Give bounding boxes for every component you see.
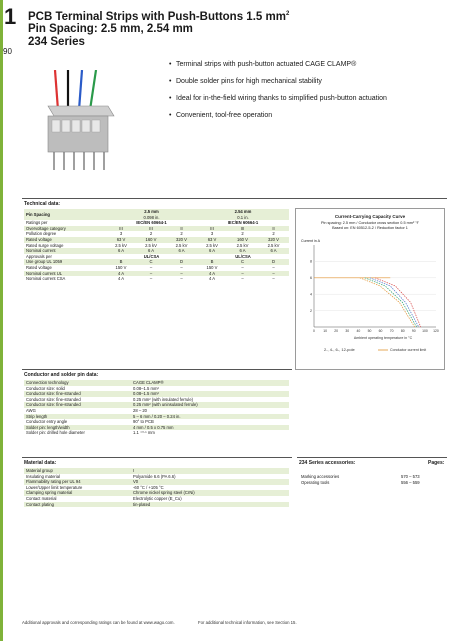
table-cell: 2 [180, 231, 183, 237]
chart-y-tick-label: 2 [310, 308, 312, 313]
table-cell: Conductor size: fine-stranded [26, 396, 81, 402]
table-cell: Rated surge voltage [26, 242, 64, 248]
table-cell: AWG [26, 407, 36, 413]
table-cell: II [258, 226, 289, 232]
table-cell: II [166, 226, 197, 232]
table-cell: – [258, 271, 289, 277]
table-cell: 150 V [115, 264, 127, 270]
table-cell: Strip length [24, 414, 131, 420]
feature-item: • Terminal strips with push-button actuated CAGE CLAMP® [169, 60, 449, 70]
page-tab [0, 0, 21, 60]
table-cell: – [272, 276, 275, 282]
title-line-1-sup: 2 [285, 11, 290, 17]
pages-heading: Pages: [428, 460, 445, 466]
chart-x-tick-label: 0 [313, 329, 315, 333]
table-cell: Conductor size: fine-stranded [24, 391, 131, 397]
table-cell: 6 A [166, 248, 197, 254]
table-cell: 320 V [258, 237, 289, 243]
table-cell: 0.08–1.5 mm² [131, 391, 289, 397]
table-cell: – [227, 271, 258, 277]
table-cell: 160 V [227, 237, 258, 243]
table-cell: tin-plated [131, 502, 289, 508]
chart-y-tick-label: 8 [310, 259, 312, 264]
chart-plot [296, 209, 444, 369]
table-cell: – [166, 271, 197, 277]
table-cell: 90° to PCB [133, 419, 154, 425]
table-cell: – [149, 276, 153, 282]
table-cell: III [106, 226, 136, 232]
table-cell: B [197, 259, 227, 265]
table-cell: 0.25 mm² (with insulated ferrule) [133, 396, 194, 402]
table-cell: CAGE CLAMP® [131, 380, 289, 386]
table-cell: 556 – 559 [401, 479, 420, 485]
chart-x-tick-label: 120 [433, 329, 439, 333]
chart-series-line [375, 278, 421, 327]
table-cell: Ratings per [26, 220, 48, 226]
table-cell: Conductor size: solid [26, 385, 65, 391]
table-cell: 2 [272, 231, 275, 237]
table-cell: – [136, 271, 166, 277]
table-cell: – [241, 264, 244, 270]
table-cell: D [166, 259, 197, 265]
chart-y-tick-label: 4 [310, 292, 312, 297]
divider [22, 369, 292, 370]
table-cell: Rated voltage [24, 237, 106, 243]
title-line-2: Pin Spacing: 2.5 mm, 2.54 mm [28, 23, 193, 36]
table-cell: Connection technology [24, 380, 131, 386]
table-cell: 160 V [136, 237, 166, 243]
chart-x-tick-label: 10 [323, 329, 327, 333]
table-cell: 4 A [106, 271, 136, 277]
table-cell: 63 V [197, 237, 227, 243]
footer-technical-note: For additional technical information, see Section 15. [198, 620, 297, 625]
table-cell: 2.5 kV [267, 242, 280, 248]
table-cell: – [180, 264, 183, 270]
chart-series-line [360, 278, 415, 327]
page-edge-bar [0, 0, 3, 641]
table-cell: 6 A [106, 248, 136, 254]
feature-item: • Ideal for in-the-field wiring thanks to simplified push-button actuation [169, 94, 449, 104]
table-cell: IEC/EN 60664-1 [136, 220, 167, 226]
table-cell: III [227, 226, 258, 232]
table-cell: 4 A [117, 276, 125, 282]
group-2-inches: 0.1 in. [197, 215, 289, 221]
table-cell: Chrome nickel spring steel (CrNi) [131, 490, 289, 496]
chart-x-tick-label: 20 [334, 329, 339, 333]
title-line-3: 234 Series [28, 35, 85, 48]
table-cell: 320 V [166, 237, 197, 243]
table-cell: Nominal current CSA [26, 276, 66, 282]
table-cell: Electrolytic copper (E_Cu) [133, 495, 182, 501]
terminal-strip-image [30, 70, 130, 175]
table-cell: 63 V [106, 237, 136, 243]
table-cell: 2.5 kV [175, 242, 188, 248]
table-cell: 4 mm / 0.5 x 0.75 mm [131, 425, 289, 431]
table-cell: 3 [119, 231, 123, 237]
wires [55, 70, 96, 110]
table-cell: III [136, 226, 166, 232]
chart-subtitle-2: Based on: EN 60512-5-2 / Reduction factor 1 [332, 226, 408, 230]
table-cell: Conductor size: fine-stranded [24, 402, 131, 408]
table-cell: 0.08–1.5 mm² [133, 385, 159, 391]
group-2-spacing: 2.54 mm [197, 209, 289, 215]
chart-x-tick-label: 40 [356, 329, 361, 333]
table-cell: IEC/EN 60664-1 [227, 220, 259, 226]
table-cell: UL/CSA [143, 253, 160, 259]
table-cell: – [149, 264, 153, 270]
accessories-table [299, 474, 445, 485]
table-cell: 2 [149, 231, 153, 237]
table-cell: 6 A [136, 248, 166, 254]
table-cell: Flammability rating per UL 94 [24, 479, 131, 485]
technical-table [24, 209, 289, 282]
table-cell: V0 [131, 479, 289, 485]
table-cell: Conductor entry angle [26, 419, 68, 425]
chart-legend-limit: Conductor current limit [390, 348, 427, 353]
table-cell: Solder pin: drilled hole diameter [26, 430, 85, 436]
chart-title: Current-Carrying Capacity Curve [334, 214, 406, 219]
table-cell: Use group UL 1059 [24, 259, 106, 265]
chart-legend-poles: 2-, 4-, 6-, 12-pole [324, 347, 355, 352]
table-cell: Approvals per [26, 253, 52, 259]
material-table [24, 468, 289, 507]
table-cell: 2.5 kV [236, 242, 249, 248]
accessories-heading: 234 Series accessories: [299, 460, 356, 466]
table-cell: – [180, 276, 183, 282]
chart-x-tick-label: 80 [400, 329, 405, 333]
page-number: 90 [3, 47, 12, 56]
chart-series-line [365, 278, 417, 327]
table-cell: Marking accessories [301, 474, 340, 479]
table-cell: UL/CSA [235, 253, 251, 259]
table-cell: 6 A [197, 248, 227, 254]
table-cell: 3 [210, 231, 214, 237]
table-cell: C [227, 259, 258, 265]
table-cell: – [241, 276, 244, 282]
material-heading: Material data: [24, 460, 57, 466]
table-cell: 2.5 kV [115, 242, 127, 248]
chapter-number: 1 [4, 4, 17, 29]
table-cell: Insulating material [26, 473, 60, 479]
table-cell: III [197, 226, 227, 232]
pin-spacing-label: Pin Spacing [24, 209, 106, 220]
chart-x-tick-label: 50 [367, 329, 372, 333]
feature-item: • Double solder pins for high mechanical stability [169, 77, 449, 87]
table-cell: 2.5 kV [206, 242, 218, 248]
table-cell: Nominal current UL [24, 271, 106, 277]
table-cell: Clamping spring material [24, 490, 131, 496]
table-cell: Pollution degree [26, 231, 57, 237]
conductor-heading: Conductor and solder pin data: [24, 372, 99, 378]
table-cell: 5 – 6 mm / 0.20 – 0.24 in. [131, 414, 289, 420]
feature-list [169, 60, 449, 128]
conductor-table [24, 380, 289, 436]
table-cell: 150 V [206, 264, 218, 270]
table-cell: – [272, 264, 275, 270]
table-cell: I [131, 468, 289, 474]
feature-item: • Convenient, tool-free operation [169, 111, 449, 121]
table-cell: C [136, 259, 166, 265]
current-capacity-chart [295, 208, 445, 370]
table-cell: 2 [241, 231, 244, 237]
table-cell: Contact material [26, 495, 57, 501]
table-cell: 4 A [208, 276, 216, 282]
chart-x-tick-label: 60 [378, 329, 383, 333]
chart-subtitle-1: Pin spacing: 2.5 mm / Conductor cross section 0.5 mm² "f" [320, 221, 420, 225]
table-cell: D [258, 259, 289, 265]
divider [22, 457, 292, 458]
table-cell: 2.5 kV [145, 242, 157, 248]
title-line-1: PCB Terminal Strips with Push-Buttons 1.5 mm [28, 10, 286, 23]
table-cell: Overvoltage category [24, 226, 106, 232]
table-cell: 4 A [197, 271, 227, 277]
table-cell: 6 A [227, 248, 258, 254]
table-row [24, 502, 289, 508]
chart-y-tick-label: 6 [310, 276, 312, 280]
table-cell: Lower/Upper limit temperature [26, 484, 83, 490]
page-title [28, 8, 289, 48]
table-cell: Contact plating [24, 502, 131, 508]
chart-x-tick-label: 90 [411, 329, 416, 333]
chart-ylabel: Current in A [301, 239, 320, 243]
table-cell: B [106, 259, 136, 265]
technical-heading: Technical data: [24, 201, 61, 207]
table-row [24, 276, 289, 282]
table-cell: 6 A [258, 248, 289, 254]
footer-approvals-note: Additional approvals and corresponding ratings can be found at www.wago.com. [22, 620, 175, 625]
divider [22, 198, 447, 199]
table-cell: Polyamide 6.6 (PA 6.6) [133, 473, 176, 479]
table-cell: -60 °C / +105 °C [133, 484, 164, 490]
group-1-inches: 0.098 in. [106, 215, 197, 221]
table-cell: 570 – 573 [401, 474, 420, 479]
chart-xlabel: Ambient operating temperature in °C [353, 336, 413, 340]
table-cell: Operating tools [301, 479, 330, 485]
table-cell: 28 – 20 [133, 407, 147, 413]
chart-x-tick-label: 70 [389, 329, 394, 333]
table-row [24, 430, 289, 436]
chart-x-tick-label: 30 [345, 329, 350, 333]
table-cell: 1.1 ⁺⁰·¹ mm [133, 430, 155, 436]
table-cell: Material group [24, 468, 131, 474]
chart-x-tick-label: 100 [422, 329, 428, 333]
divider [297, 457, 447, 458]
table-row [299, 480, 445, 486]
table-cell: Solder pin: length/width [24, 425, 131, 431]
group-1-spacing: 2.5 mm [106, 209, 197, 215]
table-cell: 0.25 mm² (with uninsulated ferrule) [131, 402, 289, 408]
table-cell: Nominal current [24, 248, 106, 254]
table-cell: Rated voltage [26, 264, 52, 270]
